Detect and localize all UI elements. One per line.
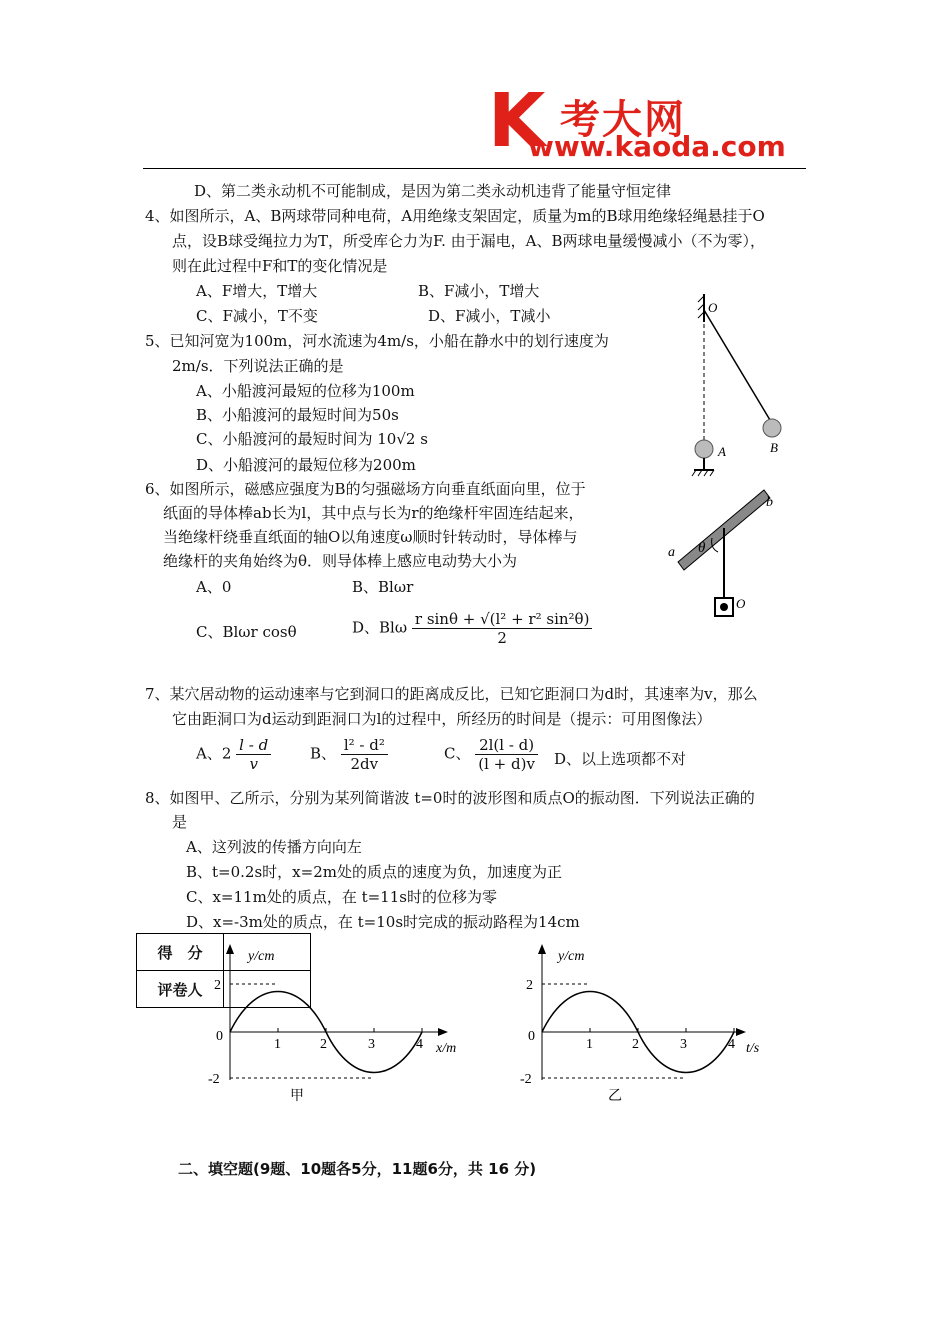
jia-tick-x3: 3 — [368, 1037, 375, 1052]
jia-tick-x2: 2 — [320, 1037, 327, 1052]
q6-option-b: B、Blωr — [352, 578, 414, 596]
yi-tick-x4: 4 — [728, 1037, 735, 1052]
yi-tick-0: 0 — [528, 1029, 535, 1044]
q6-option-d-fraction — [412, 610, 593, 647]
q5-option-c-value: 10√2 — [377, 430, 416, 448]
header-rule — [143, 168, 806, 169]
jia-tick-2: 2 — [214, 978, 221, 993]
yi-tick-neg2: -2 — [520, 1072, 532, 1087]
logo-title: 考大网 — [560, 97, 686, 143]
q5-option-c-text: C、小船渡河的最短时间为 — [196, 430, 373, 448]
graph-jia — [196, 938, 476, 1108]
q4-option-c: C、F减小，T不变 — [196, 307, 318, 325]
jia-tick-x4: 4 — [416, 1037, 423, 1052]
jia-xlabel: x/m — [436, 1041, 457, 1056]
q7-option-c-numerator: 2l(l - d) — [475, 736, 538, 755]
grader-label: 评卷人 — [137, 971, 224, 1008]
q5-line2: 2m/s．下列说法正确的是 — [172, 357, 344, 375]
logo-url: www.kaoda.com — [528, 130, 786, 163]
q6-label-a: a — [668, 545, 675, 560]
q6-line4: 绝缘杆的夹角始终为θ．则导体棒上感应电动势大小为 — [163, 552, 518, 570]
q3-option-d: D、第二类永动机不可能制成，是因为第二类永动机违背了能量守恒定律 — [194, 182, 672, 200]
q5-option-b: B、小船渡河的最短时间为50s — [196, 406, 399, 424]
q6-option-d-numerator: r sinθ + √(l² + r² sin²θ) — [412, 610, 593, 629]
q7-option-a — [196, 736, 271, 773]
q4-label-o: O — [708, 300, 718, 315]
q4-line3: 则在此过程中F和T的变化情况是 — [172, 257, 388, 275]
q6-line2: 纸面的导体棒ab长为l，其中点与长为r的绝缘杆牢固连结起来， — [163, 504, 584, 522]
q6-rod-figure — [664, 486, 784, 626]
q7-option-c-denominator: (l + d)v — [478, 755, 535, 773]
q6-line1: 6、如图所示，磁感应强度为B的匀强磁场方向垂直纸面向里，位于 — [145, 480, 586, 498]
q7-line1: 7、某穴居动物的运动速率与它到洞口的距离成反比，已知它距洞口为d时，其速率为v，那么 — [145, 685, 758, 703]
q4-line1: 4、如图所示，A、B两球带同种电荷，A用绝缘支架固定，质量为m的B球用绝缘轻绳悬挂于O — [145, 207, 765, 225]
q7-option-a-fraction — [236, 736, 271, 773]
graph-yi — [508, 938, 788, 1108]
q4-label-a: A — [718, 444, 726, 459]
q6-label-o: O — [736, 596, 746, 611]
jia-tick-x1: 1 — [274, 1037, 281, 1052]
q8-option-a: A、这列波的传播方向向左 — [186, 838, 362, 856]
q8-option-b: B、t=0.2s时，x=2m处的质点的速度为负，加速度为正 — [186, 863, 562, 881]
q6-option-d-prefix: D、Blω — [352, 618, 408, 637]
yi-tick-2: 2 — [526, 978, 533, 993]
q7-option-c-prefix: C、 — [444, 744, 471, 763]
q7-option-c-fraction — [475, 736, 538, 773]
q4-label-b: B — [770, 440, 778, 455]
q4-option-b: B、F减小，T增大 — [418, 282, 540, 300]
yi-tick-x2: 2 — [632, 1037, 639, 1052]
q7-option-a-denominator: v — [249, 755, 258, 773]
q5-option-a: A、小船渡河最短的位移为100m — [196, 382, 415, 400]
q6-label-theta: θ — [698, 540, 706, 556]
q6-line3: 当绝缘杆绕垂直纸面的轴O以角速度ω顺时针转动时，导体棒与 — [163, 528, 578, 546]
q7-option-b-denominator: 2dv — [350, 755, 379, 773]
q7-line2: 它由距洞口为d运动到距洞口为l的过程中，所经历的时间是（提示：可用图像法） — [172, 710, 712, 728]
q7-option-b-prefix: B、 — [310, 744, 337, 763]
q8-option-d: D、x=-3m处的质点，在 t=10s时完成的振动路程为14cm — [186, 913, 580, 931]
q4-line2: 点，设B球受绳拉力为T，所受库仑力为F. 由于漏电，A、B两球电量缓慢减小（不为零）， — [172, 232, 765, 250]
q7-option-a-prefix: A、2 — [196, 744, 232, 763]
yi-tick-x3: 3 — [680, 1037, 687, 1052]
q8-line1: 8、如图甲、乙所示，分别为某列简谐波 t=0时的波形图和质点O的振动图．下列说法正确的 — [145, 789, 755, 807]
yi-tick-x1: 1 — [586, 1037, 593, 1052]
jia-tick-0: 0 — [216, 1029, 223, 1044]
q6-option-d-denominator: 2 — [497, 629, 507, 647]
yi-xlabel: t/s — [746, 1041, 760, 1056]
q6-option-d — [352, 610, 592, 647]
jia-tick-neg2: -2 — [208, 1072, 220, 1087]
section-2-heading: 二、填空题(9题、10题各5分，11题6分，共 16 分) — [178, 1160, 537, 1178]
q7-option-b-fraction — [341, 736, 388, 773]
q4-option-a: A、F增大，T增大 — [196, 282, 318, 300]
q8-option-c: C、x=11m处的质点，在 t=11s时的位移为零 — [186, 888, 497, 906]
q6-option-a: A、0 — [196, 578, 232, 596]
q5-option-c-unit: s — [420, 430, 428, 448]
jia-ylabel: y/cm — [248, 949, 275, 964]
q5-option-c — [196, 428, 428, 449]
q5-option-d: D、小船渡河的最短位移为200m — [196, 456, 416, 474]
jia-name: 甲 — [290, 1088, 304, 1104]
q4-pendulum-figure — [680, 292, 810, 487]
q4-option-d: D、F减小，T减小 — [428, 307, 551, 325]
q7-option-b-numerator: l² - d² — [341, 736, 388, 755]
q6-label-b: b — [766, 495, 773, 510]
q7-option-a-numerator: l - d — [236, 736, 271, 755]
q7-option-b — [310, 736, 388, 773]
yi-ylabel: y/cm — [558, 949, 585, 964]
yi-name: 乙 — [608, 1088, 622, 1104]
logo-k-mark: K — [488, 78, 546, 164]
q5-line1: 5、已知河宽为100m，河水流速为4m/s，小船在静水中的划行速度为 — [145, 332, 609, 350]
q7-option-d: D、以上选项都不对 — [554, 750, 687, 768]
q7-option-c — [444, 736, 538, 773]
score-label: 得 分 — [137, 934, 224, 971]
q6-option-c: C、Blωr cosθ — [196, 623, 297, 641]
q8-line2: 是 — [172, 813, 188, 831]
